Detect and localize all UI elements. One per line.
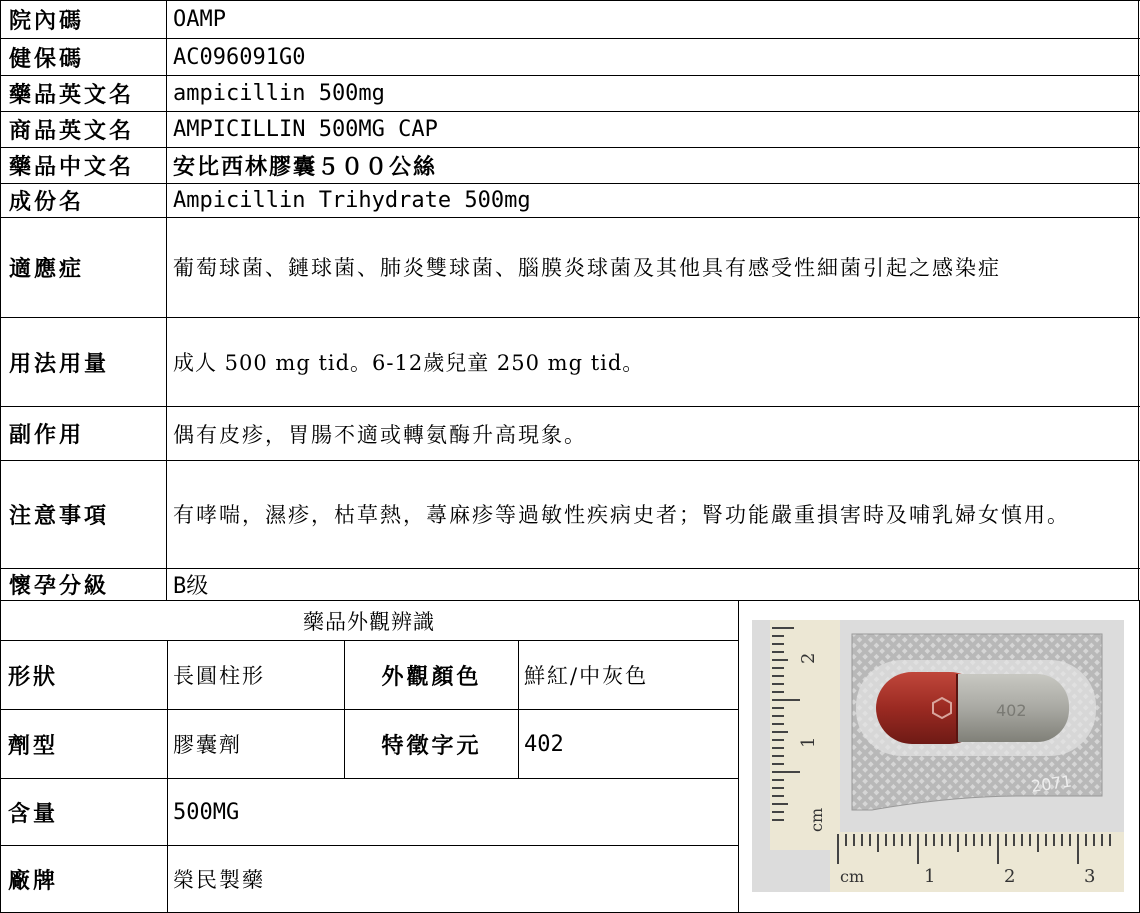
precautions-value: 有哮喘，濕疹，枯草熱，蕁麻疹等過敏性疾病史者；腎功能嚴重損害時及哺乳婦女慎用。: [167, 461, 1139, 568]
row-pregnancy: [0, 569, 1140, 601]
pregnancy-label: 懷孕分級: [0, 569, 167, 600]
drug-zh-label: 藥品中文名: [0, 148, 167, 183]
color-label: 外觀顏色: [381, 664, 482, 690]
product-en-label: 商品英文名: [0, 112, 167, 147]
row-indication: [0, 218, 1140, 318]
row-drug-zh: [0, 148, 1140, 184]
ingredient-label: 成份名: [0, 184, 167, 217]
indication-value: 葡萄球菌、鏈球菌、肺炎雙球菌、腦膜炎球菌及其他具有感受性細菌引起之感染症: [167, 218, 1139, 317]
brand-label: 廠牌: [8, 868, 59, 894]
row-ingredient: [0, 184, 1140, 218]
row-product-en: [0, 112, 1140, 148]
row-nhi-code: [0, 39, 1140, 76]
form-label: 劑型: [8, 733, 59, 759]
precautions-label: 注意事項: [0, 461, 167, 568]
form-value: 膠囊劑: [173, 733, 242, 757]
blister-text: 2071: [1029, 771, 1073, 796]
side-effects-label: 副作用: [0, 407, 167, 460]
capsule-imprint-text: 402: [996, 701, 1027, 720]
shape-label: 形狀: [8, 664, 59, 690]
vertical-tick-2: 2: [798, 652, 819, 664]
row-dosage: [0, 318, 1140, 407]
indication-label: 適應症: [0, 218, 167, 317]
side-effects-value: 偶有皮疹，胃腸不適或轉氨酶升高現象。: [167, 407, 1139, 460]
row-side-effects: [0, 407, 1140, 461]
hospital-code-label: 院內碼: [0, 0, 167, 38]
row-precautions: [0, 461, 1140, 569]
strength-value: 500MG: [173, 799, 240, 825]
horizontal-ruler-unit: cm: [840, 867, 865, 886]
hospital-code-value: OAMP: [167, 0, 1139, 38]
pregnancy-value: B级: [167, 569, 1139, 600]
dosage-value: 成人 500 mg tid。6-12歲兒童 250 mg tid。: [167, 318, 1139, 406]
ingredient-value: Ampicillin Trihydrate 500mg: [167, 184, 1139, 217]
horizontal-tick-2: 2: [1004, 866, 1016, 887]
drug-photo: [752, 620, 1124, 892]
horizontal-tick-3: 3: [1084, 866, 1096, 887]
vertical-ruler-unit: cm: [807, 807, 826, 832]
imprint-value: 402: [524, 731, 564, 757]
row-hospital-code: [0, 0, 1140, 39]
horizontal-tick-1: 1: [924, 866, 936, 887]
vertical-tick-1: 1: [798, 736, 819, 748]
nhi-code-label: 健保碼: [0, 39, 167, 75]
row-drug-en: [0, 76, 1140, 112]
shape-value: 長圓柱形: [173, 664, 265, 688]
dosage-label: 用法用量: [0, 318, 167, 406]
imprint-label: 特徵字元: [381, 733, 482, 759]
brand-value: 榮民製藥: [173, 868, 265, 892]
appearance-section-title: 藥品外觀辨識: [303, 609, 435, 634]
drug-en-label: 藥品英文名: [0, 76, 167, 111]
drug-en-value: ampicillin 500mg: [167, 76, 1139, 111]
nhi-code-value: AC096091G0: [167, 39, 1139, 75]
product-en-value: AMPICILLIN 500MG CAP: [167, 112, 1139, 147]
drug-zh-value: 安比西林膠囊５００公絲: [167, 148, 1139, 183]
strength-label: 含量: [8, 801, 59, 827]
color-value: 鮮紅/中灰色: [524, 664, 649, 688]
